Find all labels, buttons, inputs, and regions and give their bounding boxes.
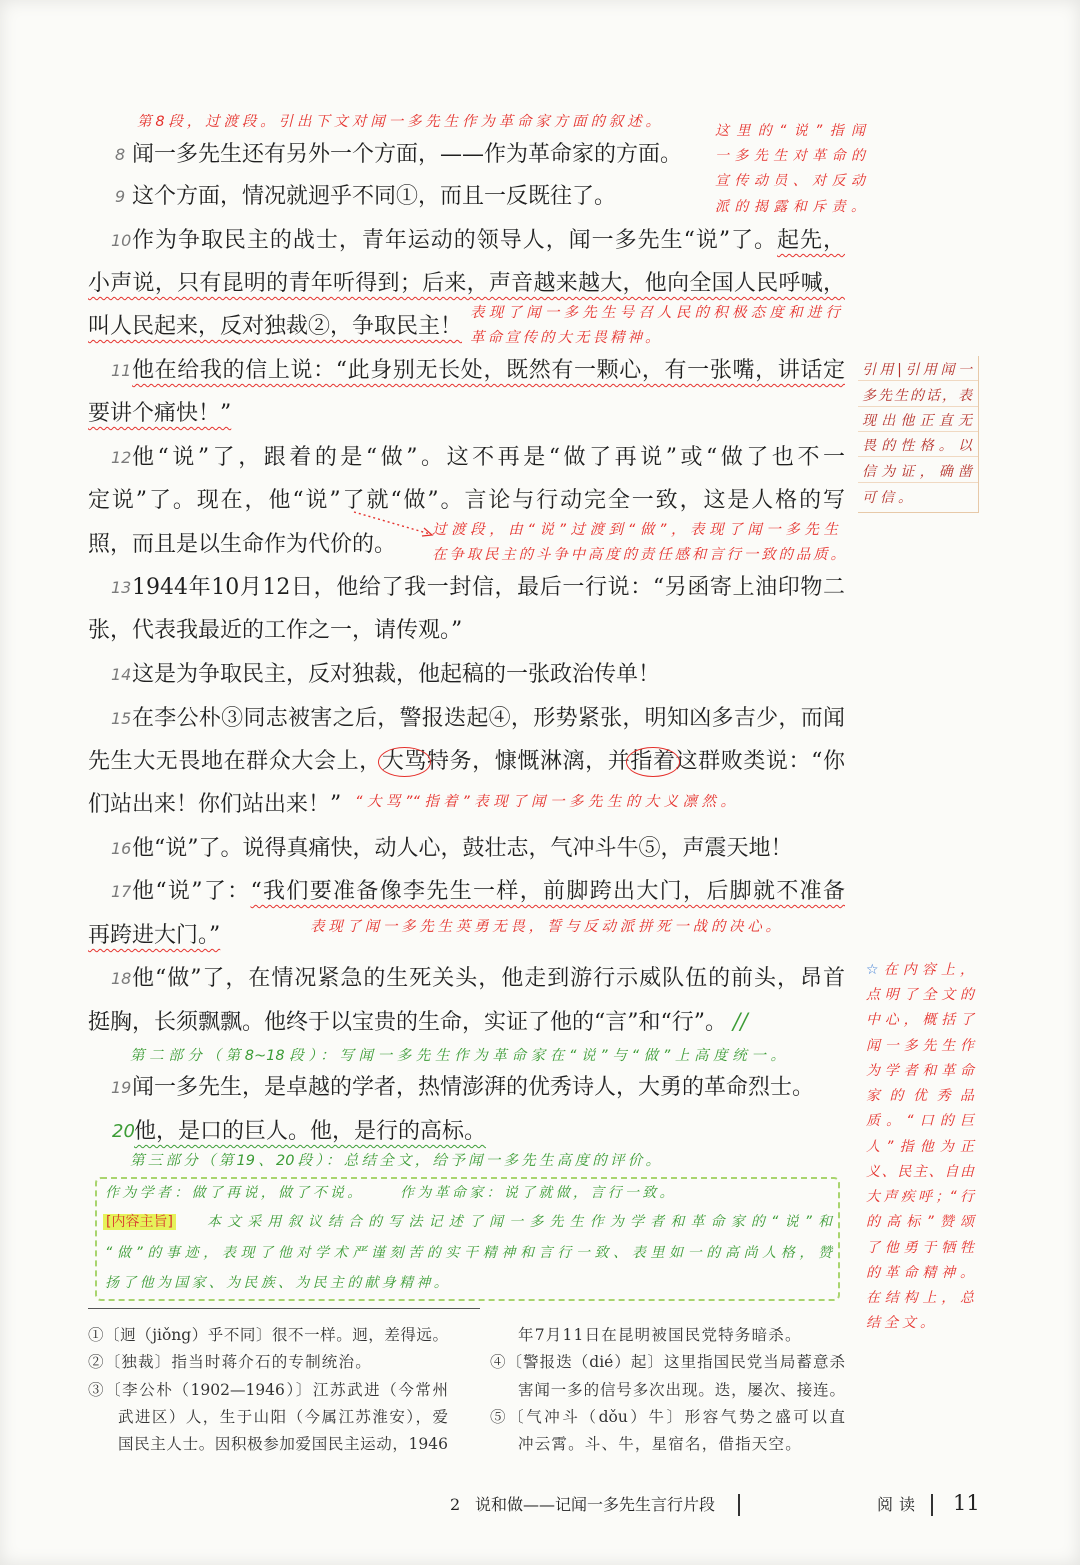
section-name: 阅读 <box>877 1495 922 1514</box>
margin-note-line: 了他勇于牺牲 <box>866 1240 974 1256</box>
margin-note-line: 人”指他为正 <box>866 1139 974 1155</box>
main-idea-line: 本文采用叙议结合的写法记述了闻一多先生作为学者和革命家的“说”和 <box>207 1214 832 1230</box>
paragraph-number: 13 <box>111 578 132 597</box>
circled-word: 指着 <box>630 749 676 774</box>
underlined-segment: 小声说，只有昆明的青年听得到；后来，声音越来越大，他向全国人民呼喊， <box>88 271 845 296</box>
annotation-line: 过渡段，由“说”过渡到“做”，表现了闻一多先生 <box>432 522 838 538</box>
paragraph-line <box>88 747 845 777</box>
paragraph-number: 12 <box>111 448 132 467</box>
margin-note-line: 派的揭露和斥责。 <box>715 199 865 215</box>
paragraph-line: 定说”了。现在，他“说”了就“做”。言论与行动完全一致，这是人格的写 <box>88 488 845 513</box>
paragraph-line: 他“说”了，跟着的是“做”。这不再是“做了再说”或“做了也不一 <box>132 445 845 470</box>
paragraph-line <box>88 269 845 299</box>
annotation-line: 表现了闻一多先生英勇无畏，誓与反动派拼死一战的决心。 <box>310 919 780 935</box>
main-idea-label <box>103 1211 176 1233</box>
margin-note-line: 一多先生对革命的 <box>715 148 865 164</box>
footer-divider <box>738 1494 740 1516</box>
footnote-line: 害闻一多的信号多次出现。迭，屡次、接连。 <box>518 1381 845 1399</box>
revolutionary-summary: 作为革命家：说了就做，言行一致。 <box>400 1185 677 1201</box>
annotation-line: 表现了闻一多先生号召人民的积极态度和进行 <box>470 305 840 321</box>
footnote-divider <box>88 1308 480 1309</box>
main-idea-line: “做”的事迹，表现了他对学术严谨刻苦的实干精神和言行一致、表里如一的高尚人格，赞 <box>105 1245 832 1261</box>
paragraph-line <box>132 877 845 907</box>
paragraph-line: 他“做”了，在情况紧急的生死关头，他走到游行示威队伍的前头，昂首 <box>132 966 845 991</box>
lesson-title: 说和做——记闻一多先生言行片段 <box>475 1495 716 1514</box>
star-icon: ☆ <box>866 962 884 978</box>
annotation-transition: 第8段，过渡段。引出下文对闻一多先生作为革命家方面的叙述。 <box>137 114 660 130</box>
text-segment: 挺胸，长须飘飘。他终于以宝贵的生命，实证了他的“言”和“行”。 <box>88 1010 727 1035</box>
underlined-segment: “我们要准备像李先生一样，前脚跨出大门，后脚就不准备 <box>250 879 845 904</box>
margin-note-line: 为学者和革命 <box>866 1063 974 1079</box>
margin-note-line: 的高标”赞颂 <box>866 1214 974 1230</box>
paragraph-line: 们站出来！你们站出来！” <box>88 792 342 817</box>
paragraph-line <box>88 312 462 342</box>
underlined-segment: 要讲个痛快！” <box>88 401 232 426</box>
annotation-part-two: 第二部分（第8~18段）：写闻一多先生作为革命家在“说”与“做”上高度统一。 <box>130 1048 785 1064</box>
margin-note-line: 家的优秀品 <box>866 1088 974 1104</box>
margin-note-line <box>866 959 974 981</box>
footnote-line: 年7月11日在昆明被国民党特务暗杀。 <box>518 1326 802 1344</box>
paragraph-line <box>132 356 845 386</box>
underlined-segment: 再跨进大门。” <box>88 923 221 948</box>
annotation-part-three: 第三部分（第19、20段）：总结全文，给予闻一多先生高度的评价。 <box>130 1153 660 1169</box>
paragraph-number: 8 <box>115 145 126 164</box>
annotation-line: 革命宣传的大无畏精神。 <box>470 330 663 346</box>
text-segment: 先生大无畏地在群众大会上， <box>88 749 382 774</box>
paragraph-number: 16 <box>111 839 132 858</box>
margin-note-line: 结全文。 <box>866 1315 938 1331</box>
footnote-line: ②〔独裁〕指当时蒋介石的专制统治。 <box>88 1353 372 1371</box>
main-idea-tag: [内容主旨] <box>103 1214 176 1230</box>
footnote-line: ③〔李公朴（1902—1946）〕江苏武进（今常州 <box>88 1381 448 1399</box>
paragraph-line <box>88 921 220 951</box>
underlined-segment: 叫人民起来，反对独裁②，争取民主！ <box>88 314 463 339</box>
paragraph-number: 17 <box>111 882 132 901</box>
footnote-line: 冲云霄。斗、牛，星宿名，借指天空。 <box>518 1435 802 1453</box>
footnote-line: 武进区）人，生于山阳（今属江苏淮安），爱 <box>118 1408 448 1426</box>
pointer-line <box>350 508 440 540</box>
circled-word: 大骂 <box>381 749 427 774</box>
footnote-line: ⑤〔气冲斗（dǒu）牛〕形容气势之盛可以直 <box>490 1408 845 1426</box>
underlined-segment: 起先， <box>777 228 845 253</box>
paragraph-line: 这个方面，情况就迥乎不同①，而且一反既往了。 <box>132 184 617 209</box>
margin-note-line: 大声疾呼；“行 <box>866 1189 974 1205</box>
footer-divider <box>931 1494 933 1516</box>
footnote-line: ④〔警报迭（dié）起〕这里指国民党当局蓄意杀 <box>490 1353 845 1371</box>
margin-note-line: 在结构上，总 <box>866 1290 974 1306</box>
section-break-mark: // <box>733 1010 748 1035</box>
paragraph-line: 张，代表我最近的工作之一，请传观。” <box>88 618 463 643</box>
annotation-line: 在争取民主的斗争中高度的责任感和言行一致的品质。 <box>432 547 845 563</box>
main-idea-line: 扬了他为国家、为民族、为民主的献身精神。 <box>105 1275 451 1291</box>
scholar-summary: 作为学者：做了再说，做了不说。 <box>105 1185 365 1201</box>
margin-note-line: 畏的性格。以 <box>862 438 972 454</box>
paragraph-line: 这是为争取民主，反对独裁，他起稿的一张政治传单！ <box>132 662 661 687</box>
margin-note-line: 引用|引用闻一 <box>862 362 972 378</box>
paragraph-number: 11 <box>111 361 132 380</box>
margin-note-line: 中心，概括了 <box>866 1012 974 1028</box>
text-segment: 这群败类说：“你 <box>675 749 845 774</box>
paragraph-number: 18 <box>111 969 132 988</box>
paragraph-number: 20 <box>112 1121 135 1142</box>
paragraph-line <box>88 399 231 429</box>
paragraph-number: 14 <box>111 665 132 684</box>
underlined-segment: 他在给我的信上说：“此身别无长处，既然有一颗心，有一张嘴，讲话定 <box>132 358 845 383</box>
margin-note-line: 多先生的话，表 <box>862 388 972 404</box>
margin-note-line: 信为证，确凿 <box>862 464 972 480</box>
underlined-segment: 他，是口的巨人。他，是行的高标。 <box>134 1119 487 1144</box>
margin-note-line: 的革命精神。 <box>866 1265 974 1281</box>
margin-note-line: 质。“口的巨 <box>866 1113 974 1129</box>
footnote-line: 国民主人士。因积极参加爱国民主运动，1946 <box>118 1435 448 1453</box>
footnote-line: ①〔迥（jiǒng）乎不同〕很不一样。迥，差得远。 <box>88 1326 448 1344</box>
text-segment: 作为争取民主的战士，青年运动的领导人，闻一多先生“说”了。 <box>132 228 778 253</box>
note-text: 在内容上， <box>883 962 974 978</box>
margin-note-line: 这里的“说”指闻 <box>715 123 865 139</box>
paragraph-line: 闻一多先生还有另外一个方面，——作为革命家的方面。 <box>132 142 683 167</box>
paragraph-line: 照，而且是以生命作为代价的。 <box>88 532 397 557</box>
text-segment: 他“说”了： <box>132 879 251 904</box>
paragraph-line: 他“说”了。说得真痛快，动人心，鼓壮志，气冲斗牛⑤，声震天地！ <box>132 836 793 861</box>
paragraph-number: 10 <box>111 231 132 250</box>
paragraph-number: 19 <box>111 1078 132 1097</box>
paragraph-line: 1944年10月12日，他给了我一封信，最后一行说：“另函寄上油印物二 <box>132 575 845 600</box>
text-segment: 特务，慷慨淋漓，并 <box>426 749 631 774</box>
lesson-number: 2 <box>450 1495 461 1514</box>
margin-note-line: 现出他正直无 <box>862 413 972 429</box>
paragraph-line <box>134 1117 486 1147</box>
margin-note-line: 可信。 <box>862 490 916 506</box>
paragraph-line <box>88 1008 748 1038</box>
paragraph-line: 在李公朴③同志被害之后，警报迭起④，形势紧张，明知凶多吉少，而闻 <box>132 706 845 731</box>
paragraph-line <box>132 226 845 256</box>
paragraph-number: 15 <box>111 709 132 728</box>
page-number: 11 <box>953 1491 980 1515</box>
margin-note-line: 闻一多先生作 <box>866 1038 974 1054</box>
paragraph-number: 9 <box>115 187 126 206</box>
margin-note-line: 宣传动员、对反动 <box>715 173 865 189</box>
annotation-line: “大骂”“指着”表现了闻一多先生的大义凛然。 <box>355 794 735 810</box>
paragraph-line: 闻一多先生，是卓越的学者，热情澎湃的优秀诗人，大勇的革命烈士。 <box>132 1075 815 1100</box>
margin-note-line: 义、民主、自由 <box>866 1164 974 1180</box>
margin-note-line: 点明了全文的 <box>866 987 974 1003</box>
